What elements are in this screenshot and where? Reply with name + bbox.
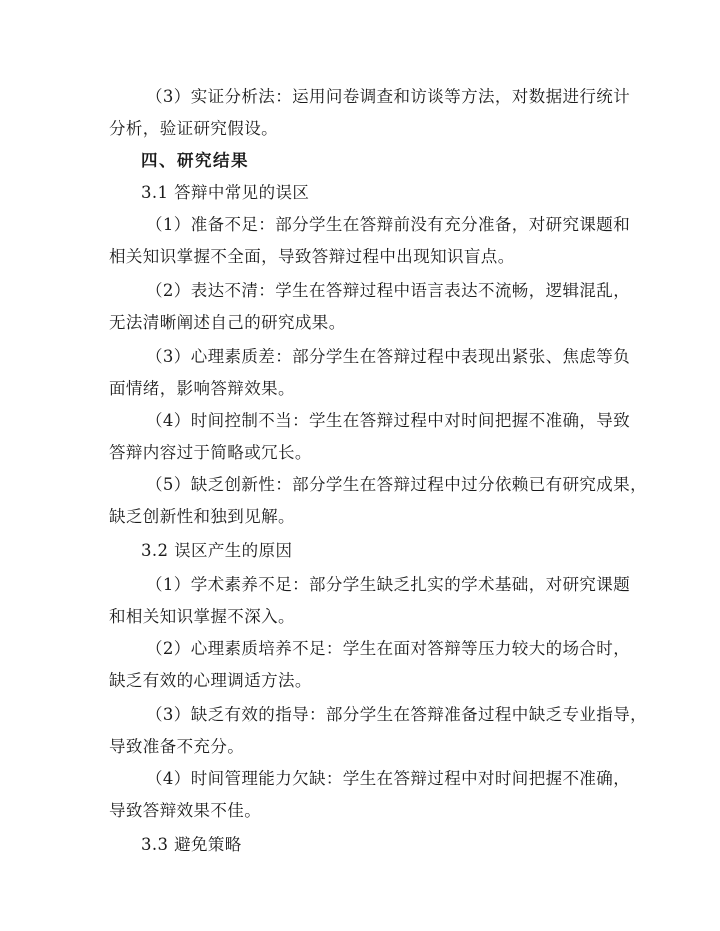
subsection-title-3-3: 3.3 避免策略: [141, 835, 242, 854]
list-item-continuation: 相关知识掌握不全面，导致答辩过程中出现知识盲点。: [109, 247, 515, 266]
subsection-title-3-2: 3.2 误区产生的原因: [141, 541, 293, 560]
list-item-continuation: 面情绪，影响答辩效果。: [109, 379, 295, 398]
method3-line1: （3）实证分析法：运用问卷调查和访谈等方法，对数据进行统计: [146, 87, 631, 106]
list-item: （4）时间控制不当：学生在答辩过程中对时间把握不准确，导致: [146, 411, 631, 430]
list-item-continuation: 和相关知识掌握不深入。: [109, 607, 295, 626]
subsection-title-3-1: 3.1 答辩中常见的误区: [141, 183, 310, 202]
list-item: （3）缺乏有效的指导：部分学生在答辩准备过程中缺乏专业指导，: [146, 705, 647, 724]
list-item-continuation: 缺乏创新性和独到见解。: [109, 507, 295, 526]
method3-line2: 分析，验证研究假设。: [109, 119, 278, 138]
section-heading: 四、研究结果: [141, 151, 249, 170]
list-item-continuation: 无法清晰阐述自己的研究成果。: [109, 313, 346, 332]
list-item: （1）学术素养不足：部分学生缺乏扎实的学术基础，对研究课题: [146, 575, 631, 594]
list-item: （2）心理素质培养不足：学生在面对答辩等压力较大的场合时，: [146, 639, 631, 658]
list-item-continuation: 答辩内容过于简略或冗长。: [109, 443, 312, 462]
list-item-continuation: 缺乏有效的心理调适方法。: [109, 671, 312, 690]
list-item-continuation: 导致答辩效果不佳。: [109, 801, 262, 820]
list-item: （3）心理素质差：部分学生在答辩过程中表现出紧张、焦虑等负: [146, 347, 631, 366]
list-item: （2）表达不清：学生在答辩过程中语言表达不流畅，逻辑混乱，: [146, 281, 631, 300]
list-item: （4）时间管理能力欠缺：学生在答辩过程中对时间把握不准确，: [146, 769, 631, 788]
list-item-continuation: 导致准备不充分。: [109, 737, 245, 756]
list-item: （5）缺乏创新性：部分学生在答辩过程中过分依赖已有研究成果，: [146, 475, 647, 494]
list-item: （1）准备不足：部分学生在答辩前没有充分准备，对研究课题和: [146, 215, 631, 234]
